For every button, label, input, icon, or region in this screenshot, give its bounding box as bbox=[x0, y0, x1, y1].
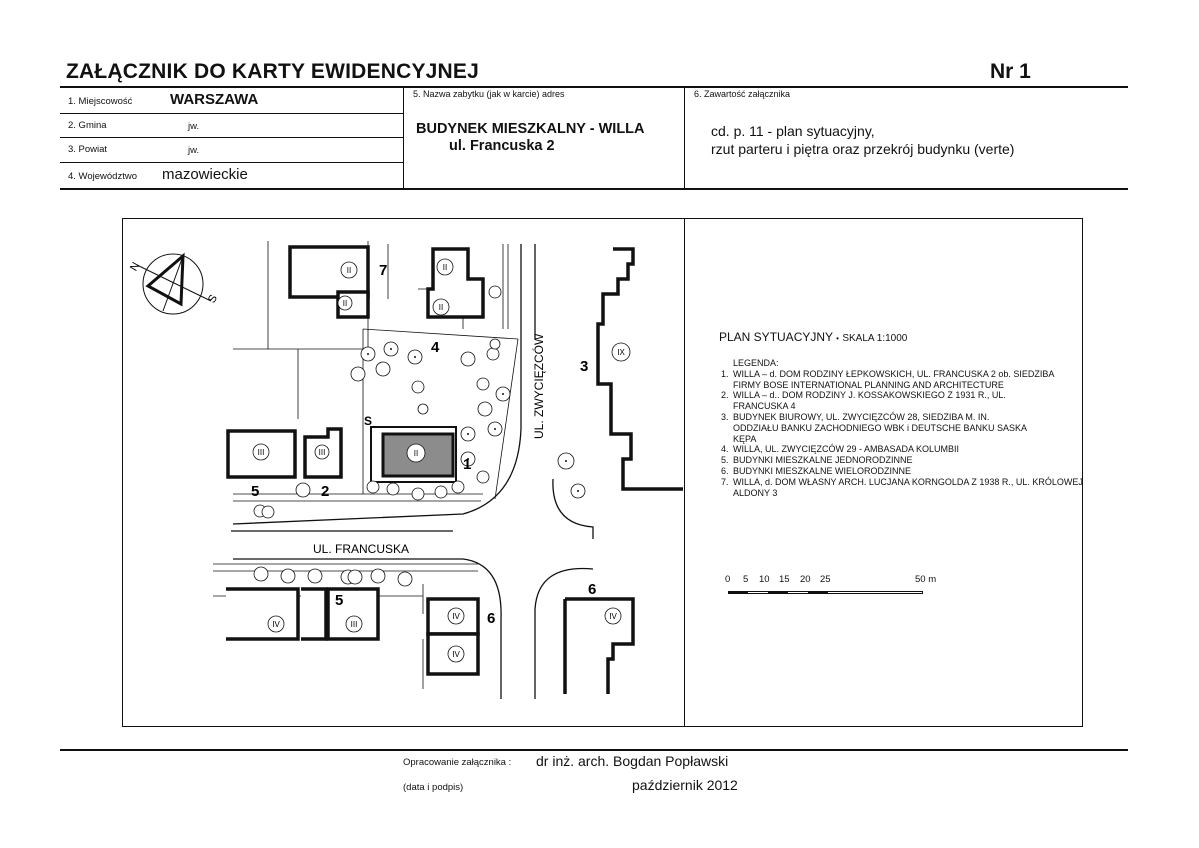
gmina-label: 2. Gmina bbox=[68, 120, 107, 131]
prepared-label: Opracowanie załącznika : bbox=[403, 757, 512, 768]
roman-label: III bbox=[350, 620, 358, 629]
site-number: 1 bbox=[463, 456, 472, 473]
miejscowosc-label: 1. Miejscowość bbox=[68, 96, 133, 107]
legend-item: 3. BUDYNEK BIUROWY, UL. ZWYCIĘZCÓW 28, SIEDZIBA M. IN. ODDZIAŁU BANKU ZACHODNIEGO WBK i DEUTSCHE BANKU SASKA KĘPA bbox=[731, 412, 1033, 444]
row-rule-1 bbox=[60, 113, 403, 114]
scale-tick: 10 bbox=[759, 574, 770, 585]
zawartosc-label: 6. Zawartość załącznika bbox=[694, 89, 791, 99]
site-number: 6 bbox=[588, 581, 597, 598]
site-number: 5 bbox=[251, 483, 260, 500]
document-title: ZAŁĄCZNIK DO KARTY EWIDENCYJNEJ bbox=[66, 60, 480, 83]
roman-label: II bbox=[346, 266, 352, 275]
nazwa-label: 5. Nazwa zabytku (jak w karcie) adres bbox=[413, 89, 565, 99]
legend-item: 6. BUDYNKI MIESZKALNE WIELORODZINNE bbox=[731, 466, 1088, 477]
scale-tick: 50 m bbox=[915, 574, 937, 585]
miejscowosc-value: WARSZAWA bbox=[170, 91, 259, 108]
roman-label: IX bbox=[617, 348, 625, 357]
roman-label: IV bbox=[609, 612, 617, 621]
plan-divider bbox=[684, 218, 685, 727]
nazwa-line1: BUDYNEK MIESZKALNY - WILLA bbox=[416, 121, 645, 137]
wojewodztwo-value: mazowieckie bbox=[162, 166, 248, 183]
scale-tick: 0 bbox=[725, 574, 731, 585]
zawartosc-line2: rzut parteru i piętra oraz przekrój budynku (verte) bbox=[711, 141, 1015, 157]
scale-tick: 20 bbox=[800, 574, 811, 585]
divider-2 bbox=[684, 87, 685, 189]
legend-item: 1. WILLA – d. DOM RODZINY ŁEPKOWSKICH, UL. FRANCUSKA 2 ob. SIEDZIBA FIRMY BOSE INTERNATIONAL PLANNING AND ARCHITECTURE bbox=[731, 369, 1073, 391]
street-francuska: UL. FRANCUSKA bbox=[313, 542, 410, 556]
legend-item: 4. WILLA, UL. ZWYCIĘZCÓW 29 - AMBASADA KOLUMBII bbox=[731, 444, 1088, 455]
scale-tick: 15 bbox=[779, 574, 790, 585]
legend-item: 2. WILLA – d.. DOM RODZINY J. KOSSAKOWSKIEGO Z 1931 R., UL. FRANCUSKA 4 bbox=[731, 390, 1033, 412]
wojewodztwo-label: 4. Województwo bbox=[68, 171, 137, 182]
divider-1 bbox=[403, 87, 404, 189]
legend-item: 5. BUDYNKI MIESZKALNE JEDNORODZINNE bbox=[731, 455, 1088, 466]
legend-item: 7. WILLA, d. DOM WŁASNY ARCH. LUCJANA KORNGOLDA Z 1938 R., UL. KRÓLOWEJ ALDONY 3 bbox=[731, 477, 1088, 499]
header-rule bbox=[60, 86, 1128, 88]
roman-label: II bbox=[442, 263, 448, 272]
roman-label: IV bbox=[272, 620, 280, 629]
plan-title-row: PLAN SYTUACYJNY • SKALA 1:1000 bbox=[719, 330, 908, 344]
plan-title: PLAN SYTUACYJNY bbox=[719, 330, 833, 344]
legend bbox=[713, 358, 1088, 498]
prepared-by: dr inż. arch. Bogdan Popławski bbox=[536, 753, 729, 769]
compass-icon bbox=[137, 254, 211, 314]
zawartosc-line1: cd. p. 11 - plan sytuacyjny, bbox=[711, 123, 875, 139]
roman-label: II bbox=[438, 303, 444, 312]
nazwa-line2: ul. Francuska 2 bbox=[449, 138, 555, 154]
scale-tick: 25 bbox=[820, 574, 831, 585]
street-zwyciezcow: UL. ZWYCIĘZCÓW bbox=[532, 333, 546, 439]
roman-label: III bbox=[318, 448, 326, 457]
footer-rule bbox=[60, 749, 1128, 751]
row-rule-2 bbox=[60, 137, 403, 138]
roman-label: IV bbox=[452, 650, 460, 659]
site-number: 2 bbox=[321, 483, 330, 500]
roman-label: IV bbox=[452, 612, 460, 621]
date: październik 2012 bbox=[632, 777, 738, 793]
gmina-value: jw. bbox=[188, 121, 200, 132]
table-bottom-rule bbox=[60, 188, 1128, 190]
site-number: 5 bbox=[335, 592, 344, 609]
scale-tick: 5 bbox=[743, 574, 749, 585]
scale-bar bbox=[725, 574, 965, 604]
legend-label: LEGENDA: bbox=[733, 358, 779, 368]
roman-label: II bbox=[413, 449, 419, 458]
site-number: 4 bbox=[431, 339, 440, 356]
roman-label: III bbox=[257, 448, 265, 457]
date-label: (data i podpis) bbox=[403, 782, 464, 793]
document-number: Nr 1 bbox=[990, 60, 1031, 83]
site-number: 7 bbox=[379, 262, 388, 279]
site-number: 3 bbox=[580, 358, 589, 375]
compass-n: N bbox=[127, 260, 143, 274]
site-number: 6 bbox=[487, 610, 496, 627]
roman-label: II bbox=[342, 299, 348, 308]
powiat-value: jw. bbox=[188, 145, 200, 156]
row-rule-3 bbox=[60, 162, 403, 163]
site-number: S bbox=[364, 414, 373, 428]
powiat-label: 3. Powiat bbox=[68, 144, 108, 155]
plan-scale: SKALA 1:1000 bbox=[842, 333, 908, 344]
site-plan bbox=[123, 219, 683, 725]
compass-s: S bbox=[205, 292, 221, 306]
legend-list bbox=[713, 369, 1088, 499]
